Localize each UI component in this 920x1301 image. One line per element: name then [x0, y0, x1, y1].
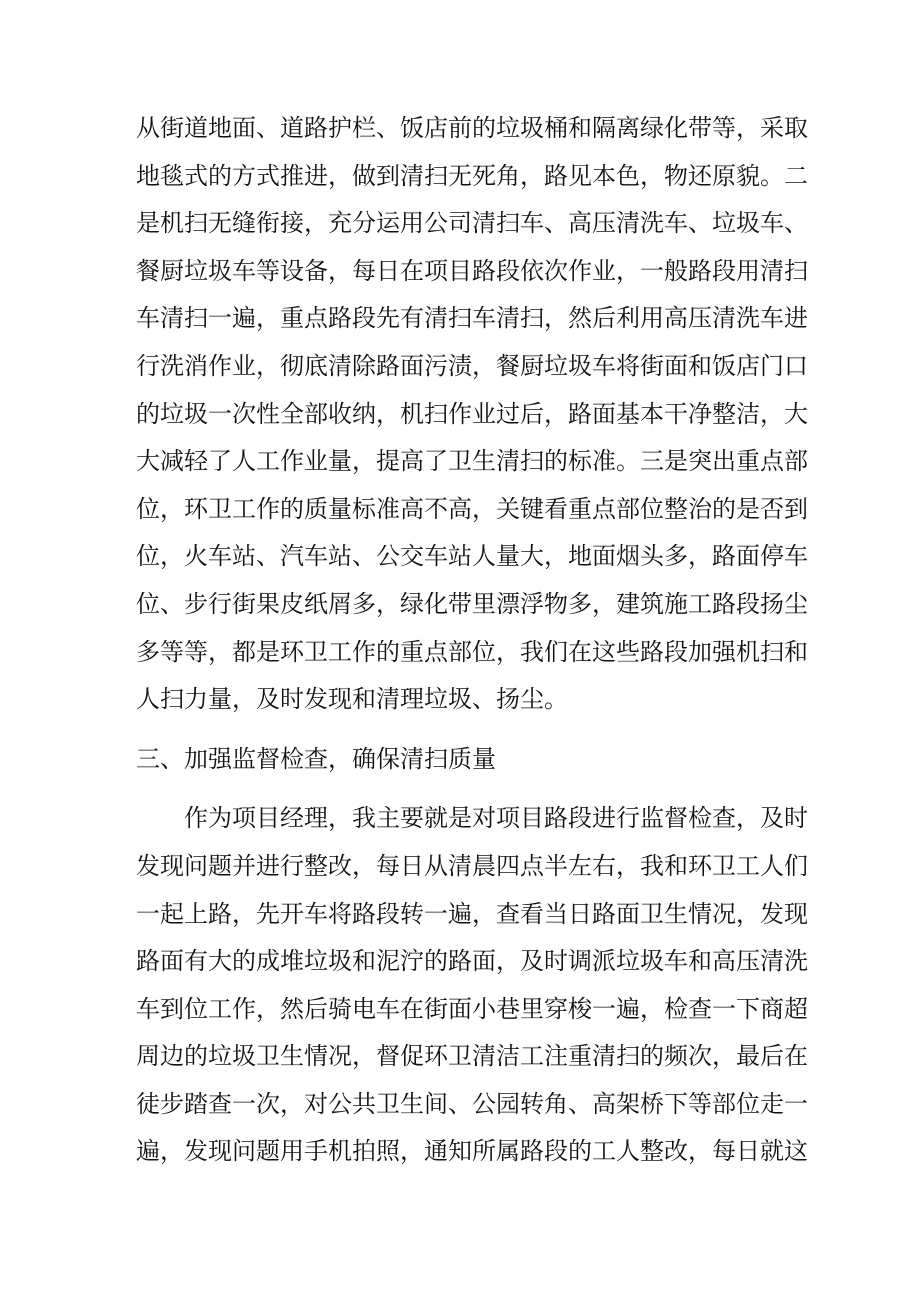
paragraph-1-line: 人扫力量，及时发现和清理垃圾、扬尘。: [136, 685, 568, 714]
paragraph-2-line: 一起上路，先开车将路段转一遍，查看当日路面卫生情况，发现: [136, 899, 808, 928]
paragraph-1-line: 位，火车站、汽车站、公交车站人量大，地面烟头多，路面停车: [136, 542, 808, 571]
paragraph-2-line: 车到位工作，然后骑电车在街面小巷里穿梭一遍，检查一下商超: [136, 994, 808, 1023]
paragraph-1-line: 位，环卫工作的质量标准高不高，关键看重点部位整治的是否到: [136, 494, 808, 523]
paragraph-1-line: 餐厨垃圾车等设备，每日在项目路段依次作业，一般路段用清扫: [136, 256, 808, 285]
paragraph-2: [136, 795, 808, 1176]
paragraph-2-line: 路面有大的成堆垃圾和泥泞的路面，及时调派垃圾车和高压清洗: [136, 947, 808, 976]
paragraph-2-line: 周边的垃圾卫生情况，督促环卫清洁工注重清扫的频次，最后在: [136, 1042, 808, 1071]
paragraph-1-line: 多等等，都是环卫工作的重点部位，我们在这些路段加强机扫和: [136, 637, 808, 666]
paragraph-2-line: 发现问题并进行整改，每日从清晨四点半左右，我和环卫工人们: [136, 851, 808, 880]
paragraph-1-line: 行洗消作业，彻底清除路面污渍，餐厨垃圾车将街面和饭店门口: [136, 351, 808, 380]
paragraph-1-line: 是机扫无缝衔接，充分运用公司清扫车、高压清洗车、垃圾车、: [136, 209, 808, 238]
paragraph-1-line: 地毯式的方式推进，做到清扫无死角，路见本色，物还原貌。二: [136, 161, 808, 190]
paragraph-1: [136, 105, 808, 724]
paragraph-1-line: 车清扫一遍，重点路段先有清扫车清扫，然后利用高压清洗车进: [136, 304, 808, 333]
document-body: [136, 105, 808, 1176]
paragraph-2-line: 作为项目经理，我主要就是对项目路段进行监督检查，及时: [184, 804, 808, 833]
paragraph-2-line: 遍，发现问题用手机拍照，通知所属路段的工人整改，每日就这: [136, 1137, 808, 1166]
paragraph-1-line: 从街道地面、道路护栏、饭店前的垃圾桶和隔离绿化带等，采取: [136, 114, 808, 142]
paragraph-1-line: 的垃圾一次性全部收纳，机扫作业过后，路面基本干净整洁，大: [136, 399, 808, 428]
paragraph-1-line: 位、步行街果皮纸屑多，绿化带里漂浮物多，建筑施工路段扬尘: [136, 589, 808, 618]
paragraph-2-line: 徒步踏查一次，对公共卫生间、公园转角、高架桥下等部位走一: [136, 1089, 808, 1118]
section-heading: 三、加强监督检查，确保清扫质量: [136, 744, 496, 773]
paragraph-1-line: 大减轻了人工作业量，提高了卫生清扫的标准。三是突出重点部: [136, 447, 808, 476]
